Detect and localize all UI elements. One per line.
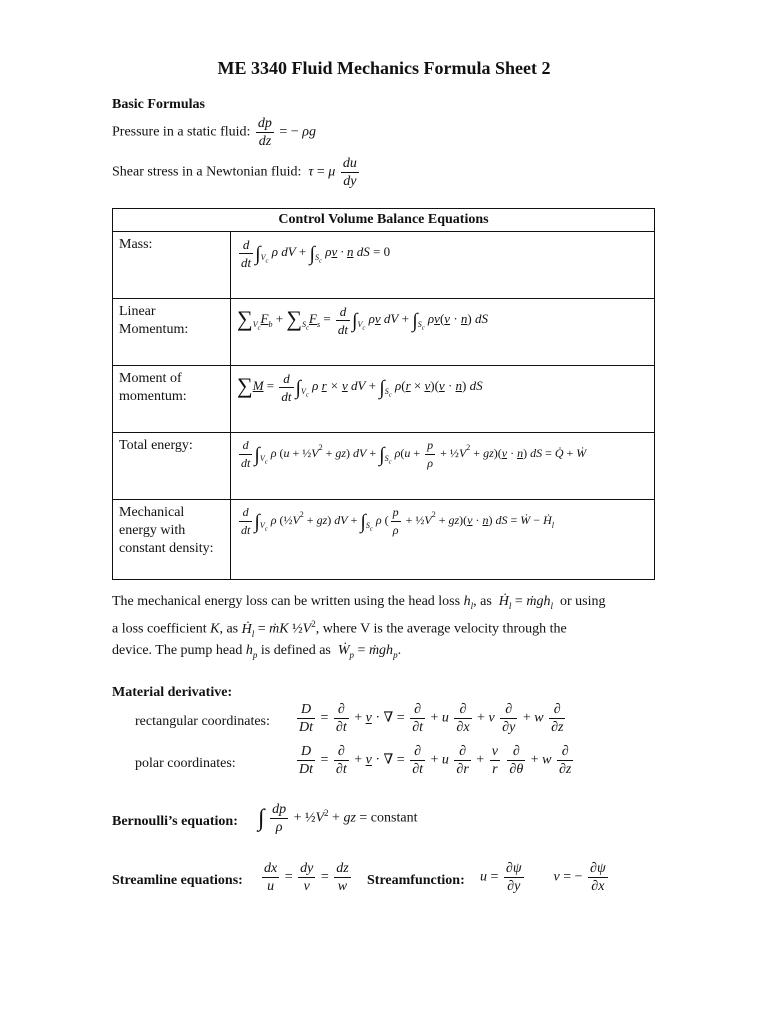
control-volume-table-header: Control Volume Balance Equations (113, 209, 655, 232)
basic-formulas-heading: Basic Formulas (112, 97, 205, 112)
mass-label: Mass: (113, 232, 231, 299)
bernoulli-heading: Bernoulli’s equation: (112, 814, 238, 829)
shear-stress-formula: Shear stress in a Newtonian fluid: τ = μ $\frac{du}{dy}$ (112, 156, 357, 189)
page-title: ME 3340 Fluid Mechanics Formula Sheet 2 (217, 58, 551, 78)
streamfunction-equations: u = $\frac{\partial\psi}{\partial y}$ v = − $\frac{\partial\psi}{\partial x}$ (480, 861, 606, 894)
control-volume-table (112, 208, 655, 580)
moment-of-momentum-label: Moment of momentum: (113, 366, 231, 433)
total-energy-label: Total energy: (113, 433, 231, 500)
dp-dz-fraction: $\frac{dp}{dz}$ (257, 116, 272, 149)
streamline-equation: $\frac{dx}{u}$ = $\frac{dy}{v}$ = $\frac{dz}{w}$ (264, 861, 349, 894)
shear-label: Shear stress in a Newtonian fluid: (112, 164, 302, 180)
mech-loss-text-2c: , where V is the average velocity through the (315, 621, 567, 637)
mech-loss-line-1: The mechanical energy loss can be written using the head loss $h_l$, as Ḣ$_l$ = ṁgh$_l$ or using (112, 594, 606, 611)
polar-coordinates-label: polar coordinates: (135, 756, 236, 771)
mech-loss-text-1a: The mechanical energy loss can be written using the head loss (112, 594, 464, 609)
mechanical-energy-equation: $\frac{d}{dt}$ $\int_{V_c}$ ρ $(\frac{1}{2}V^2 + gz)$ dV + $\int_{S_c}$ ρ ( $\frac{p}{\rho}$ + $\frac{1}{2}V^2 + gz)(v \cdot n)$ dS = Ẇ − Ḣ$_l$ (231, 500, 655, 580)
linear-momentum-equation: $\sum_{V_c}F_b + \sum_{S_c}F_s$ = $\frac{d}{dt}$ $\int_{V_c}$ ρv dV + $\int_{S_c}$ ρv(v · n) dS (231, 299, 655, 366)
streamfunction-heading: Streamfunction: (367, 873, 465, 888)
pressure-formula: Pressure in a static fluid: $\frac{dp}{dz}$ = − ρg (112, 116, 316, 149)
mech-loss-text-3c: . (397, 643, 402, 658)
bernoulli-equation: ∫ $\frac{dp}{\rho}$ + $\frac{1}{2}V^2$ + gz = constant (258, 802, 418, 835)
mech-loss-text-2a: a loss coefficient (112, 621, 211, 637)
material-derivative-heading: Material derivative: (112, 685, 233, 700)
mech-loss-text-3b: is defined as (257, 643, 331, 658)
mech-loss-line-3: device. The pump head $h_p$ is defined as Ẇ$_p$ = ṁgh$_p$. (112, 643, 402, 660)
moment-of-momentum-equation: ∑M = $\frac{d}{dt}$ $\int_{V_c}$ ρ r × v dV + $\int_{S_c}$ ρ(r × v)(v · n) dS (231, 366, 655, 433)
streamline-heading: Streamline equations: (112, 873, 243, 888)
mech-loss-text-3a: device. The pump head (112, 643, 246, 658)
pressure-label: Pressure in a static fluid: (112, 124, 251, 140)
mass-equation: $\frac{d}{dt}$ $\int_{V_c}$ ρ dV + $\int_{S_c}$ ρv · n dS = 0 (231, 232, 655, 299)
mechanical-energy-label: Mechanical energy with constant density: (113, 500, 231, 580)
mech-loss-text-1c: or using (559, 594, 606, 609)
mech-loss-text-1b: , as (473, 594, 492, 609)
bernoulli-rhs: = constant (359, 810, 418, 826)
rectangular-coordinates-label: rectangular coordinates: (135, 714, 270, 729)
du-dy-fraction: $\frac{du}{dy}$ (342, 156, 357, 189)
polar-coordinates-equation: $\frac{D}{Dt}$ = $\frac{\partial}{\partial t}$ + v · ∇ = $\frac{\partial}{\partial t}$ + u $\frac{\partial}{\partial r}$ + $\frac{v}{r}$ $\frac{\partial}{\partial\theta}$ + w $\frac{\partial}{\partial z}$ (299, 744, 572, 777)
linear-momentum-label: Linear Momentum: (113, 299, 231, 366)
rectangular-coordinates-equation: $\frac{D}{Dt}$ = $\frac{\partial}{\partial t}$ + v · ∇ = $\frac{\partial}{\partial t}$ + u $\frac{\partial}{\partial x}$ + v $\frac{\partial}{\partial y}$ + w $\frac{\partial}{\partial z}$ (299, 702, 564, 735)
mech-loss-text-2b: , as (219, 621, 239, 637)
mech-loss-line-2: a loss coefficient K, as Ḣ$_l$ = ṁK $\frac{1}{2}V^2$, where V is the average velocity through the (112, 619, 567, 639)
total-energy-equation: $\frac{d}{dt}$ $\int_{V_c}$ ρ $(u + \frac{1}{2}V^2 + gz)$ dV + $\int_{S_c}$ ρ(u + $\frac{p}{\rho}$ + $\frac{1}{2}V^2 + gz)(v \cdot n)$ dS = Q̇ + Ẇ (231, 433, 655, 500)
